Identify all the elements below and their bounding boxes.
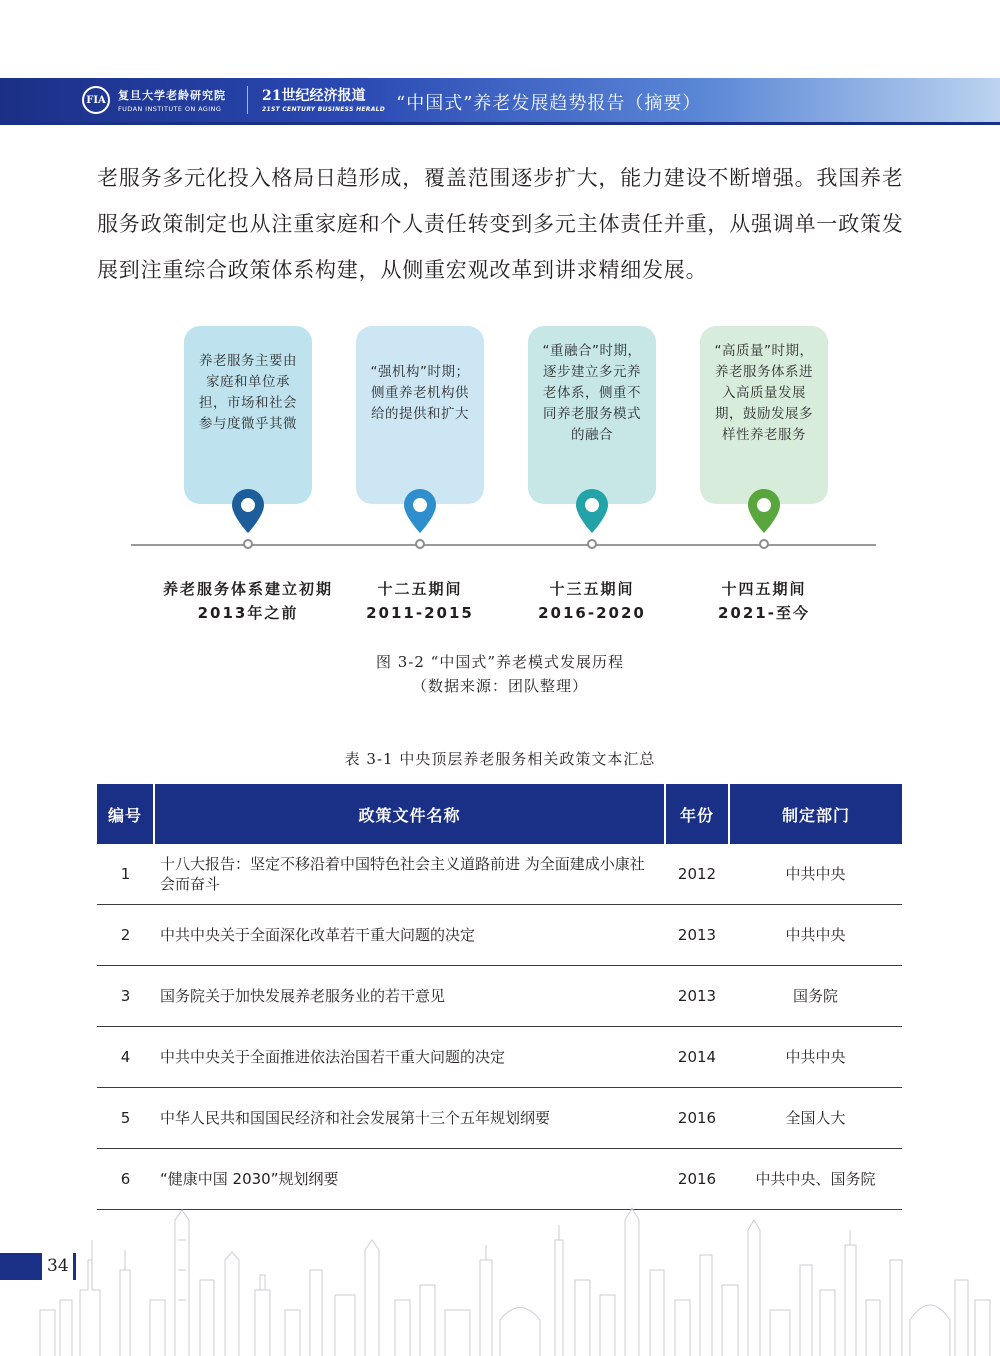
location-pin-icon xyxy=(747,488,781,534)
report-title: “中国式”养老发展趋势报告（摘要） xyxy=(396,93,702,114)
stage-text: “高质量”时期，养老服务体系进入高质量发展期，鼓励发展多样性养老服务 xyxy=(714,342,814,443)
institute-name-en: FUDAN INSTITUTE ON AGING xyxy=(118,105,222,113)
figure-source: （数据来源：团队整理） xyxy=(411,677,588,695)
stage-label-4 xyxy=(654,577,874,625)
header-dept: 制定部门 xyxy=(729,784,902,844)
stage-years: 2013年之前 xyxy=(197,604,299,622)
page-number-bar xyxy=(0,1253,42,1280)
row-num: 3 xyxy=(97,966,154,1027)
row-name: 中华人民共和国国民经济和社会发展第十三个五年规划纲要 xyxy=(154,1088,665,1149)
row-dept: 全国人大 xyxy=(729,1088,902,1149)
header-rule xyxy=(0,122,1000,125)
stage-years: 2016-2020 xyxy=(538,604,646,622)
fudan-logo-icon xyxy=(82,86,110,114)
body-paragraph: 老服务多元化投入格局日趋形成，覆盖范围逐步扩大，能力建设不断增强。我国养老服务政策制定也从注重家庭和个人责任转变到多元主体责任并重，从强调单一政策发展到注重综合政策体系构建，从侧重宏观改革到讲求精细发展。 xyxy=(97,166,904,282)
row-name: 十八大报告：坚定不移沿着中国特色社会主义道路前进 为全面建成小康社会而奋斗 xyxy=(154,844,665,905)
row-year: 2012 xyxy=(665,844,729,905)
row-year: 2013 xyxy=(665,905,729,966)
location-pin-icon xyxy=(231,488,265,534)
institute-name-cn: 复旦大学老龄研究院 xyxy=(118,89,226,102)
row-name: 中共中央关于全面深化改革若干重大问题的决定 xyxy=(154,905,665,966)
row-dept: 中共中央 xyxy=(729,844,902,905)
header-name: 政策文件名称 xyxy=(154,784,665,844)
row-num: 2 xyxy=(97,905,154,966)
row-year: 2016 xyxy=(665,1088,729,1149)
figure-title: 图 3-2 “中国式”养老模式发展历程 xyxy=(375,653,625,671)
table-caption: 表 3-1 中央顶层养老服务相关政策文本汇总 xyxy=(344,750,656,768)
row-num: 4 xyxy=(97,1027,154,1088)
location-pin-icon xyxy=(575,488,609,534)
row-dept: 国务院 xyxy=(729,966,902,1027)
row-name: 国务院关于加快发展养老服务业的若干意见 xyxy=(154,966,665,1027)
stage-box-4 xyxy=(700,326,828,504)
stage-period: 十三五期间 xyxy=(549,580,635,598)
stage-box-2 xyxy=(356,326,484,504)
timeline-node xyxy=(415,539,425,549)
row-dept: 中共中央 xyxy=(729,905,902,966)
stage-box-1 xyxy=(184,326,312,504)
stage-text: “强机构”时期；侧重养老机构供给的提供和扩大 xyxy=(370,363,470,422)
table-row xyxy=(97,844,902,905)
timeline-node xyxy=(759,539,769,549)
header-year: 年份 xyxy=(665,784,729,844)
table-row xyxy=(97,1088,902,1149)
stage-box-3 xyxy=(528,326,656,504)
row-num: 5 xyxy=(97,1088,154,1149)
stage-period: 养老服务体系建立初期 xyxy=(162,580,333,598)
location-pin-icon xyxy=(403,488,437,534)
herald-logo xyxy=(262,85,385,113)
table-row xyxy=(97,966,902,1027)
row-name: 中共中央关于全面推进依法治国若干重大问题的决定 xyxy=(154,1027,665,1088)
row-num: 6 xyxy=(97,1149,154,1210)
stage-period: 十四五期间 xyxy=(721,580,807,598)
table-row xyxy=(97,1027,902,1088)
stage-years: 2021-至今 xyxy=(718,604,810,622)
stage-text: 养老服务主要由家庭和单位承担，市场和社会参与度微乎其微 xyxy=(199,353,297,432)
figure-caption xyxy=(0,650,1000,698)
table-row xyxy=(97,905,902,966)
row-num: 1 xyxy=(97,844,154,905)
page-number: 34 xyxy=(47,1256,69,1276)
stage-period: 十二五期间 xyxy=(377,580,463,598)
policy-table xyxy=(97,784,902,1210)
page-number-tick xyxy=(73,1253,76,1280)
city-skyline-decoration xyxy=(0,1200,1000,1356)
row-year: 2013 xyxy=(665,966,729,1027)
header-divider xyxy=(247,86,248,114)
row-name: “健康中国 2030”规划纲要 xyxy=(154,1149,665,1210)
table-header-row xyxy=(97,784,902,844)
row-year: 2016 xyxy=(665,1149,729,1210)
institute-name xyxy=(118,87,226,113)
row-dept: 中共中央、国务院 xyxy=(729,1149,902,1210)
row-year: 2014 xyxy=(665,1027,729,1088)
herald-name-cn: 21世纪经济报道 xyxy=(262,88,366,104)
stage-text: “重融合”时期，逐步建立多元养老体系，侧重不同养老服务模式的融合 xyxy=(542,342,642,443)
stage-years: 2011-2015 xyxy=(366,604,474,622)
herald-name-en: 21ST CENTURY BUSINESS HERALD xyxy=(262,106,386,113)
timeline-node xyxy=(587,539,597,549)
header-num: 编号 xyxy=(97,784,154,844)
timeline-node xyxy=(243,539,253,549)
row-dept: 中共中央 xyxy=(729,1027,902,1088)
logo-text: FIA xyxy=(86,94,106,106)
